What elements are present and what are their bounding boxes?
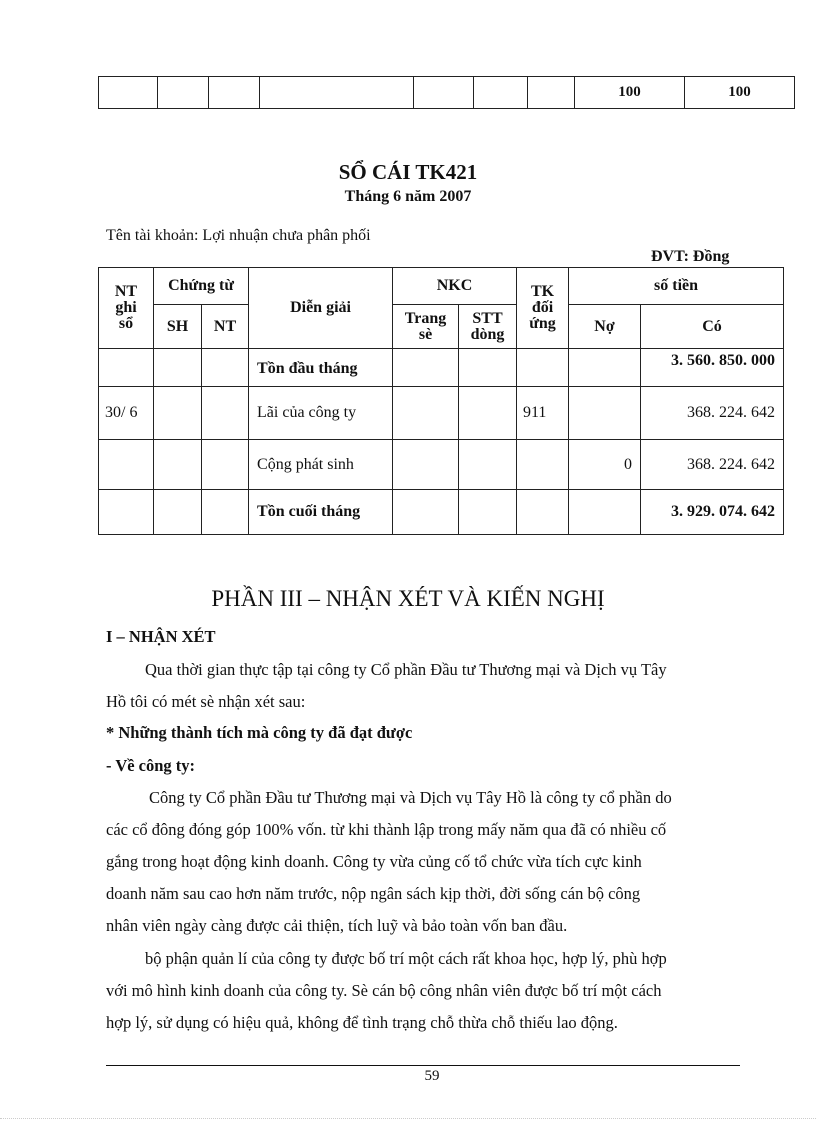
table-cell xyxy=(528,77,575,109)
ledger-subtitle: Tháng 6 năm 2007 xyxy=(344,188,472,205)
table-cell xyxy=(209,77,260,109)
table-row xyxy=(99,490,784,535)
table-row xyxy=(99,349,784,387)
table-cell xyxy=(393,490,459,535)
table-row xyxy=(99,77,795,109)
description-cell: Tồn đầu tháng xyxy=(249,349,393,387)
table-cell xyxy=(459,490,517,535)
table-row xyxy=(99,440,784,490)
header-text: TK xyxy=(530,283,555,300)
date-cell xyxy=(99,349,154,387)
tk-cell xyxy=(517,440,569,490)
table-cell xyxy=(158,77,209,109)
paragraph-line: gắng trong hoạt động kinh doanh. Công ty vừa củng cố tổ chức vừa tích cực kinh xyxy=(106,852,642,871)
description-cell: Tồn cuối tháng xyxy=(249,490,393,535)
header-trang-so xyxy=(393,305,459,349)
table-cell xyxy=(414,77,474,109)
tk-cell xyxy=(517,490,569,535)
date-cell xyxy=(99,440,154,490)
subheader-row xyxy=(99,305,784,349)
header-nt-ghi-so xyxy=(99,268,154,349)
credit-cell: 3. 929. 074. 642 xyxy=(641,490,784,535)
table-cell xyxy=(202,387,249,440)
header-chung-tu: Chứng từ xyxy=(154,268,249,305)
paragraph-line: bộ phận quản lí của công ty được bố trí một cách rất khoa học, hợp lý, phù hợp xyxy=(145,949,667,968)
tk-cell: 911 xyxy=(517,387,569,440)
paragraph-line: Hồ tôi có mét sè nhận xét sau: xyxy=(106,692,306,711)
table-cell xyxy=(260,77,414,109)
page-edge xyxy=(0,1118,816,1119)
header-stt-dong xyxy=(459,305,517,349)
table-cell xyxy=(154,387,202,440)
table-cell xyxy=(459,349,517,387)
subheading-achievements: * Những thành tích mà công ty đã đạt được xyxy=(106,723,413,742)
heading-nhan-xet: I – NHẬN XÉT xyxy=(106,627,216,646)
header-text: dòng xyxy=(470,325,505,343)
table-cell xyxy=(459,387,517,440)
table-cell xyxy=(154,349,202,387)
description-cell: Cộng phát sinh xyxy=(249,440,393,490)
subheading-company: - Về công ty: xyxy=(106,756,196,775)
table-row xyxy=(99,387,784,440)
total-debit-cell: 100 xyxy=(575,77,685,109)
header-text: NT xyxy=(114,283,138,300)
table-cell xyxy=(99,77,158,109)
header-so-tien: số tiền xyxy=(569,268,784,305)
header-text: đối xyxy=(531,299,554,316)
table-cell xyxy=(202,440,249,490)
header-text: ghi xyxy=(115,299,137,316)
header-text: ứng xyxy=(529,315,556,332)
page-number: 59 xyxy=(424,1068,440,1084)
table-cell xyxy=(154,490,202,535)
paragraph-line: Qua thời gian thực tập tại công ty Cổ phần Đầu tư Thương mại và Dịch vụ Tây xyxy=(145,660,667,679)
paragraph-line: nhân viên ngày càng được cải thiện, tích luỹ và bảo toàn vốn ban đầu. xyxy=(106,916,568,935)
debit-cell: 0 xyxy=(569,440,641,490)
table-cell xyxy=(393,440,459,490)
header-dien-giai: Diễn giải xyxy=(249,268,393,349)
credit-cell: 368. 224. 642 xyxy=(641,440,784,490)
table-cell xyxy=(154,440,202,490)
table-cell xyxy=(393,387,459,440)
total-credit-cell: 100 xyxy=(685,77,795,109)
date-cell: 30/ 6 xyxy=(99,387,154,440)
paragraph-line: Công ty Cổ phần Đầu tư Thương mại và Dịch vụ Tây Hồ là công ty cổ phần do xyxy=(149,788,672,807)
header-text: sè xyxy=(418,325,433,343)
table-cell xyxy=(474,77,528,109)
table-cell xyxy=(202,490,249,535)
ledger-table xyxy=(98,267,784,535)
debit-cell xyxy=(569,490,641,535)
header-sh: SH xyxy=(154,305,202,349)
account-name: Tên tài khoản: Lợi nhuận chưa phân phối xyxy=(106,227,371,244)
header-nkc: NKC xyxy=(393,268,517,305)
tk-cell xyxy=(517,349,569,387)
paragraph-line: doanh năm sau cao hơn năm trước, nộp ngân sách kịp thời, đời sống cán bộ công xyxy=(106,884,641,903)
credit-cell: 368. 224. 642 xyxy=(641,387,784,440)
previous-table-total-row xyxy=(98,76,795,109)
table-cell xyxy=(459,440,517,490)
credit-cell: 3. 560. 850. 000 xyxy=(641,349,784,387)
header-co: Có xyxy=(641,305,784,349)
header-text: STT xyxy=(472,309,503,327)
header-tk-doi-ung xyxy=(517,268,569,349)
ledger-title: SỔ CÁI TK421 xyxy=(338,160,478,184)
description-cell: Lãi của công ty xyxy=(249,387,393,440)
date-cell xyxy=(99,490,154,535)
header-text: Trang xyxy=(404,309,447,327)
header-text: sổ xyxy=(118,315,134,332)
debit-cell xyxy=(569,387,641,440)
paragraph-line: với mô hình kinh doanh của công ty. Sè cán bộ công nhân viên được bố trí một cách xyxy=(106,981,662,1000)
paragraph-line: các cổ đông đóng góp 100% vốn. từ khi thành lập trong mấy năm qua đã có nhiều cố xyxy=(106,820,667,839)
debit-cell xyxy=(569,349,641,387)
header-nt: NT xyxy=(202,305,249,349)
footer-divider xyxy=(106,1065,740,1066)
table-cell xyxy=(202,349,249,387)
paragraph-line: hợp lý, sử dụng có hiệu quả, không để tình trạng chỗ thừa chỗ thiếu lao động. xyxy=(106,1013,618,1032)
table-cell xyxy=(393,349,459,387)
section-title: PHẦN III – NHẬN XÉT VÀ KIẾN NGHỊ xyxy=(211,586,605,611)
header-row xyxy=(99,268,784,305)
currency-unit: ĐVT: Đồng xyxy=(651,248,730,265)
header-no: Nợ xyxy=(569,305,641,349)
